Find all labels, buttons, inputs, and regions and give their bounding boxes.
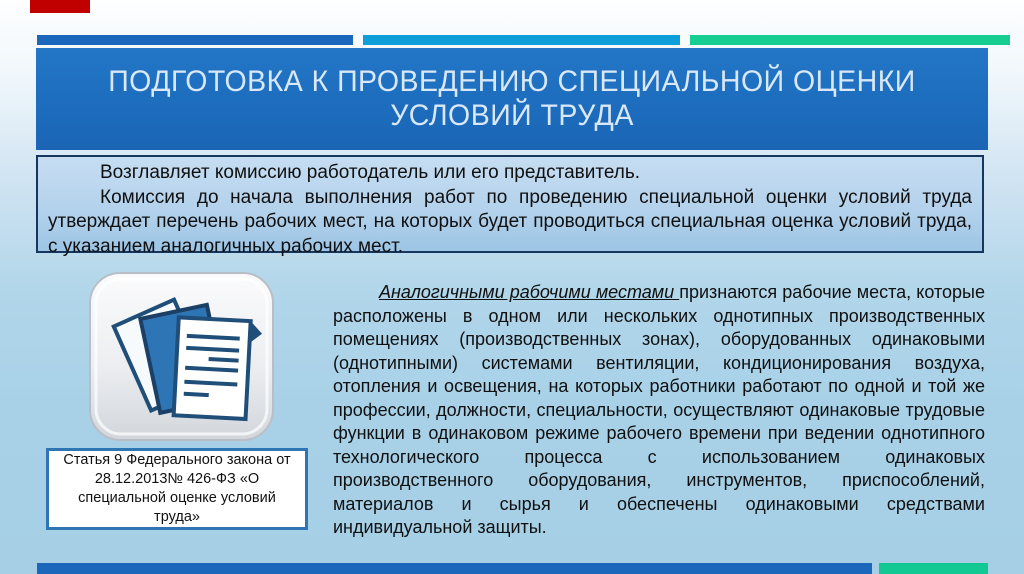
- intro-paragraph-1: Возглавляет комиссию работодатель или его представитель.: [100, 162, 641, 183]
- accent-bar-blue: [37, 35, 353, 45]
- bottom-bar-blue: [37, 563, 872, 574]
- citation-box: [46, 448, 308, 530]
- bottom-bar-teal: [879, 563, 988, 574]
- slide-title: ПОДГОТОВКА К ПРОВЕДЕНИЮ СПЕЦИАЛЬНОЙ ОЦЕНКИ УСЛОВИЙ ТРУДА: [108, 65, 916, 132]
- accent-bar-cyan: [363, 35, 680, 45]
- body-paragraph: [333, 281, 985, 540]
- title-bar: [36, 48, 988, 150]
- red-corner-tag: [30, 0, 90, 13]
- intro-text-box: [36, 155, 984, 257]
- citation-text: Статья 9 Федерального закона от 28.12.2013№ 426-ФЗ «О специальной оценке условий труда»: [63, 452, 291, 525]
- intro-paragraph-2: Комиссия до начала выполнения работ по проведению специальной оценки условий труда утверждает перечень рабочих мест, на которых будет проводиться специальная оценка условий труда, с указанием аналогичных рабочих мест.: [48, 186, 972, 257]
- lead-phrase: Аналогичными рабочими местами: [379, 282, 680, 302]
- documents-icon: [88, 271, 275, 442]
- accent-bar-green: [690, 35, 1010, 45]
- body-paragraph-rest: признаются рабочие места, которые расположены в одном или нескольких однотипных производственных помещениях (производственных зонах), оборудованных одинаковыми (однотипными) системами вентиляции, кондиционирования воздуха, отопления и освещения, на которых работники работают по одной и той же профессии, должности, специальности, осуществляют одинаковые трудовые функции в одинаковом режиме рабочего времени при ведении однотипного технологического процесса с использованием одинаковых производственного оборудования, инструментов, приспособлений, материалов и сырья и обеспечены одинаковыми средствами индивидуальной защиты.: [333, 282, 985, 537]
- body-text-block: [333, 281, 985, 540]
